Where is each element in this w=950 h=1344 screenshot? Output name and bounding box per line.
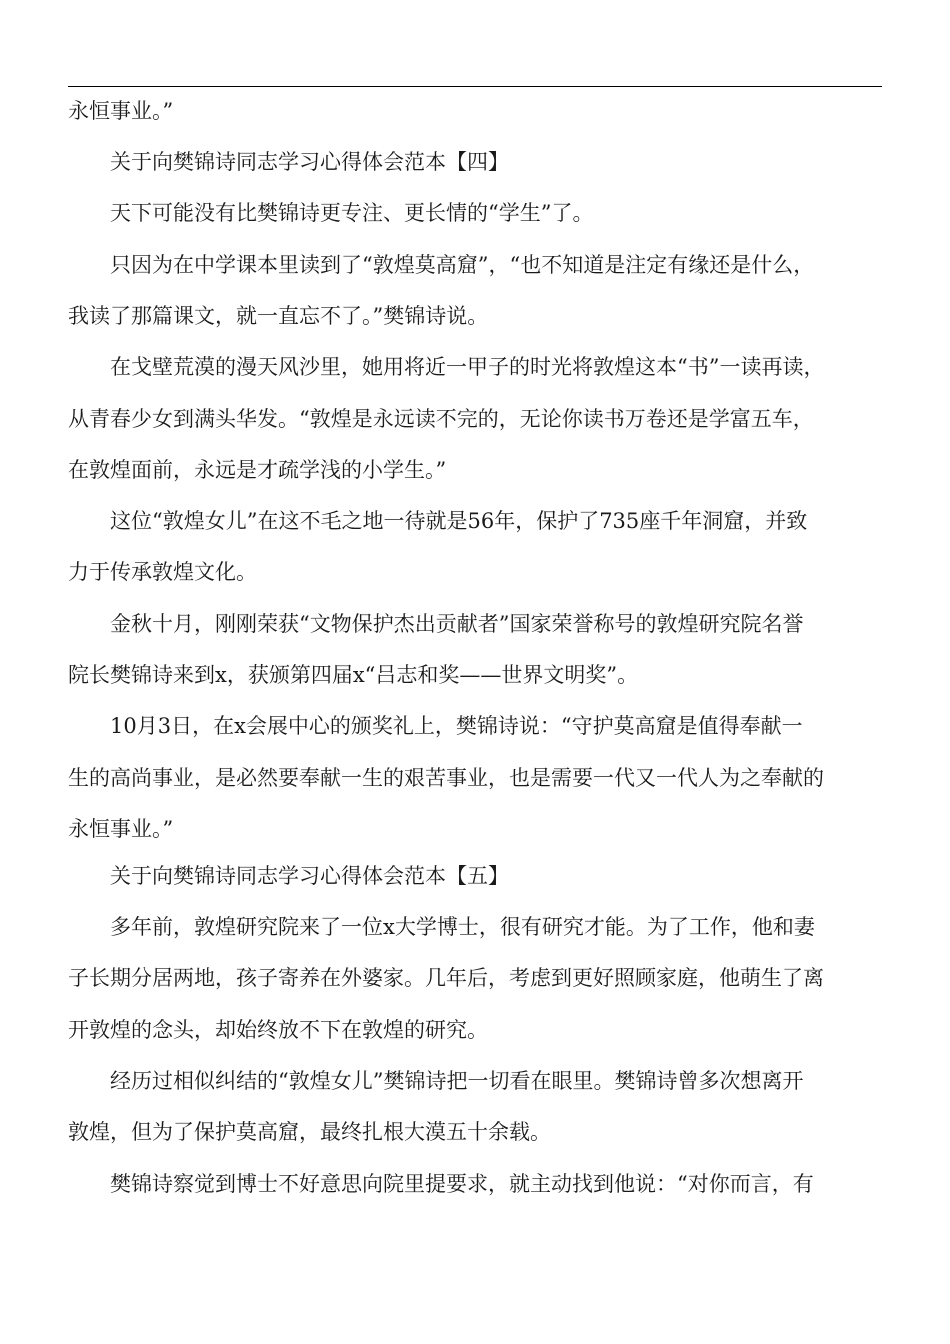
- text-line: 永恒事业。”: [68, 817, 174, 841]
- text-line: 天下可能没有比樊锦诗更专注、更长情的“学生”了。: [110, 201, 594, 225]
- text-line: 金秋十月，刚刚荣获“文物保护杰出贡献者”国家荣誉称号的敦煌研究院名誉: [110, 612, 804, 636]
- text-line: 多年前，敦煌研究院来了一位x大学博士，很有研究才能。为了工作，他和妻: [110, 915, 815, 939]
- section-heading: 关于向樊锦诗同志学习心得体会范本【四】: [110, 150, 509, 174]
- text-line: 敦煌，但为了保护莫高窟，最终扎根大漠五十余载。: [68, 1120, 551, 1144]
- header-rule: [68, 86, 882, 87]
- text-line: 10月3日，在x会展中心的颁奖礼上，樊锦诗说：“守护莫高窟是值得奉献一: [110, 714, 803, 738]
- text-line: 我读了那篇课文，就一直忘不了。”樊锦诗说。: [68, 304, 489, 328]
- text-line: 生的高尚事业，是必然要奉献一生的艰苦事业，也是需要一代又一代人为之奉献的: [68, 766, 824, 790]
- text-line: 樊锦诗察觉到博士不好意思向院里提要求，就主动找到他说：“对你而言，有: [110, 1172, 814, 1196]
- text-line: 在戈壁荒漠的漫天风沙里，她用将近一甲子的时光将敦煌这本“书”一读再读，: [110, 355, 825, 379]
- text-line: 经历过相似纠结的“敦煌女儿”樊锦诗把一切看在眼里。樊锦诗曾多次想离开: [110, 1069, 804, 1093]
- section-heading: 关于向樊锦诗同志学习心得体会范本【五】: [110, 864, 509, 888]
- text-line: 从青春少女到满头华发。“敦煌是永远读不完的，无论你读书万卷还是学富五车，: [68, 407, 814, 431]
- text-line: 这位“敦煌女儿”在这不毛之地一待就是56年，保护了735座千年洞窟，并致: [110, 509, 808, 533]
- text-line: 开敦煌的念头，却始终放不下在敦煌的研究。: [68, 1018, 488, 1042]
- text-line: 永恒事业。”: [68, 99, 174, 123]
- text-line: 院长樊锦诗来到x，获颁第四届x“吕志和奖——世界文明奖”。: [68, 663, 639, 687]
- text-line: 只因为在中学课本里读到了“敦煌莫高窟”，“也不知道是注定有缘还是什么，: [110, 253, 815, 277]
- text-line: 子长期分居两地，孩子寄养在外婆家。几年后，考虑到更好照顾家庭，他萌生了离: [68, 966, 824, 990]
- text-line: 在敦煌面前，永远是才疏学浅的小学生。”: [68, 458, 447, 482]
- text-line: 力于传承敦煌文化。: [68, 560, 257, 584]
